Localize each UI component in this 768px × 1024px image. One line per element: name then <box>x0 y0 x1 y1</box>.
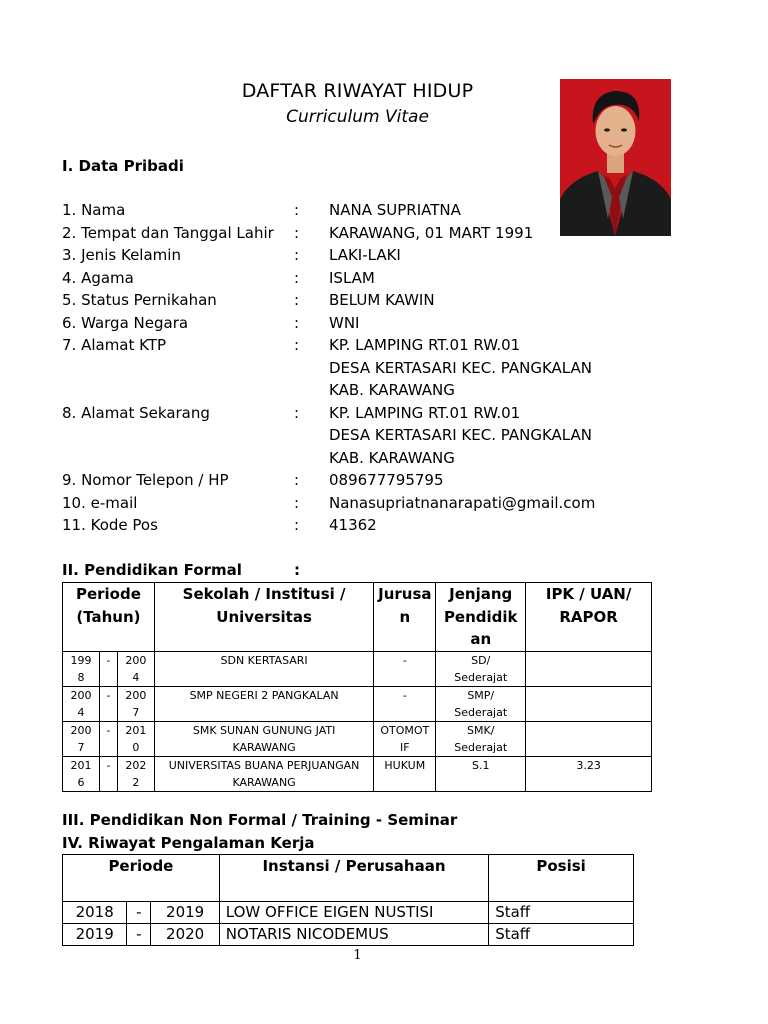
education-cell-score: 3.23 <box>526 756 652 791</box>
education-cell-end: 201 0 <box>117 721 154 756</box>
field-value: KARAWANG, 01 MART 1991 <box>329 223 534 242</box>
education-cell-major: - <box>374 651 436 686</box>
field-colon: : <box>294 403 300 422</box>
section-data-pribadi-heading: I. Data Pribadi <box>62 157 184 175</box>
work-cell-company: NOTARIS NICODEMUS <box>219 924 488 946</box>
field-colon: : <box>294 223 300 242</box>
page-number: 1 <box>353 948 362 963</box>
work-cell-dash: - <box>127 924 151 946</box>
person-portrait-icon <box>560 79 671 236</box>
field-value: BELUM KAWIN <box>329 291 435 309</box>
work-cell-end: 2020 <box>151 924 219 946</box>
education-cell-start: 199 8 <box>63 651 100 686</box>
education-cell-dash: - <box>99 686 117 721</box>
field-value: WNI <box>329 313 360 332</box>
work-cell-position: Staff <box>489 902 634 924</box>
work-header-row <box>63 855 634 902</box>
work-experience-table <box>62 854 634 946</box>
field-label: 6. Warga Negara <box>62 313 189 332</box>
section-heading-text: II. Pendidikan Formal <box>62 561 242 579</box>
field-label: 1. Nama <box>62 201 126 219</box>
field-label: 9. Nomor Telepon / HP <box>62 471 229 489</box>
section-heading-colon: : <box>294 561 300 579</box>
education-cell-school: UNIVERSITAS BUANA PERJUANGAN KARAWANG <box>154 756 373 791</box>
column-header-sekolah: Sekolah / Institusi / Universitas <box>154 583 373 652</box>
education-cell-score <box>526 686 652 721</box>
section-pendidikan-formal-heading <box>62 561 300 579</box>
education-cell-school: SMK SUNAN GUNUNG JATI KARAWANG <box>154 721 373 756</box>
education-cell-level: SMP/ Sederajat <box>436 686 526 721</box>
work-cell-start: 2018 <box>63 902 127 924</box>
document-title: DAFTAR RIWAYAT HIDUP <box>241 80 474 102</box>
document-subtitle: Curriculum Vitae <box>286 107 429 127</box>
field-colon: : <box>294 516 300 534</box>
field-value: 41362 <box>329 516 377 534</box>
education-cell-major: HUKUM <box>374 756 436 791</box>
field-label: 4. Agama <box>62 268 134 287</box>
field-colon: : <box>294 246 300 264</box>
education-cell-end: 200 4 <box>117 651 154 686</box>
education-cell-start: 200 7 <box>63 721 100 756</box>
field-value: KP. LAMPING RT.01 RW.01 <box>329 403 521 422</box>
field-value: DESA KERTASARI KEC. PANGKALAN <box>329 358 592 377</box>
education-row <box>63 651 652 686</box>
field-colon: : <box>294 313 300 332</box>
field-value: DESA KERTASARI KEC. PANGKALAN <box>329 426 592 444</box>
work-cell-dash: - <box>127 902 151 924</box>
work-cell-start: 2019 <box>63 924 127 946</box>
field-label: 11. Kode Pos <box>62 516 158 534</box>
field-label: 8. Alamat Sekarang <box>62 403 210 422</box>
field-colon: : <box>294 291 300 309</box>
column-header-jenjang: Jenjang Pendidik an <box>436 583 526 652</box>
field-colon: : <box>294 268 300 287</box>
work-cell-end: 2019 <box>151 902 219 924</box>
education-header-row <box>63 583 652 652</box>
education-cell-dash: - <box>99 721 117 756</box>
field-value: KAB. KARAWANG <box>329 448 455 467</box>
field-colon: : <box>294 471 300 489</box>
field-label: 5. Status Pernikahan <box>62 291 217 309</box>
work-row <box>63 902 634 924</box>
section-non-formal-heading: III. Pendidikan Non Formal / Training - Seminar <box>62 811 458 829</box>
education-cell-end: 200 7 <box>117 686 154 721</box>
field-value: Nanasupriatnanarapati@gmail.com <box>329 493 596 512</box>
work-cell-position: Staff <box>489 924 634 946</box>
education-cell-level: SMK/ Sederajat <box>436 721 526 756</box>
education-cell-school: SMP NEGERI 2 PANGKALAN <box>154 686 373 721</box>
field-colon: : <box>294 493 300 512</box>
education-cell-score <box>526 651 652 686</box>
education-row <box>63 686 652 721</box>
field-value: KP. LAMPING RT.01 RW.01 <box>329 336 521 354</box>
education-cell-major: - <box>374 686 436 721</box>
education-cell-end: 202 2 <box>117 756 154 791</box>
education-cell-dash: - <box>99 651 117 686</box>
field-colon: : <box>294 201 300 219</box>
field-label: 10. e-mail <box>62 493 138 512</box>
education-cell-school: SDN KERTASARI <box>154 651 373 686</box>
education-cell-start: 201 6 <box>63 756 100 791</box>
education-cell-level: SD/ Sederajat <box>436 651 526 686</box>
education-row <box>63 756 652 791</box>
education-cell-level: S.1 <box>436 756 526 791</box>
field-value: NANA SUPRIATNA <box>329 201 461 219</box>
column-header-periode: Periode (Tahun) <box>63 583 155 652</box>
field-value: 089677795795 <box>329 471 444 489</box>
education-cell-dash: - <box>99 756 117 791</box>
field-colon: : <box>294 336 300 354</box>
profile-photo <box>560 79 671 236</box>
work-row <box>63 924 634 946</box>
column-header-ipk: IPK / UAN/ RAPOR <box>526 583 652 652</box>
field-value: KAB. KARAWANG <box>329 381 455 399</box>
education-table <box>62 582 652 792</box>
education-cell-start: 200 4 <box>63 686 100 721</box>
field-value: LAKI-LAKI <box>329 246 401 264</box>
section-pengalaman-kerja-heading: IV. Riwayat Pengalaman Kerja <box>62 834 315 852</box>
field-label: 2. Tempat dan Tanggal Lahir <box>62 223 274 242</box>
column-header-jurusan: Jurusa n <box>374 583 436 652</box>
column-header-periode: Periode <box>63 855 220 902</box>
education-cell-major: OTOMOT IF <box>374 721 436 756</box>
column-header-instansi: Instansi / Perusahaan <box>219 855 488 902</box>
work-cell-company: LOW OFFICE EIGEN NUSTISI <box>219 902 488 924</box>
education-row <box>63 721 652 756</box>
education-cell-score <box>526 721 652 756</box>
field-label: 7. Alamat KTP <box>62 336 167 354</box>
field-label: 3. Jenis Kelamin <box>62 246 181 264</box>
field-value: ISLAM <box>329 268 375 287</box>
column-header-posisi: Posisi <box>489 855 634 902</box>
